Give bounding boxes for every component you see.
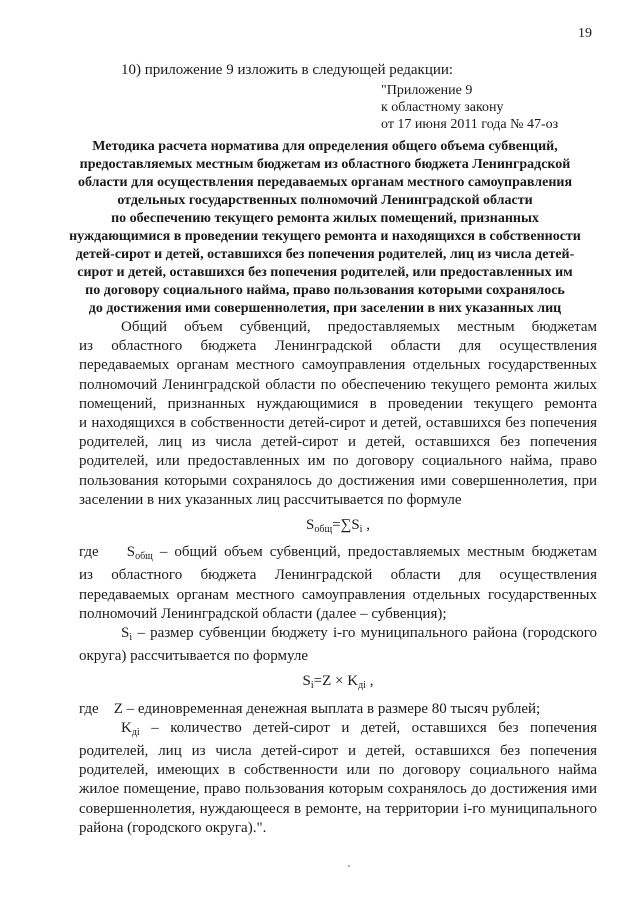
definition-subscript: дi [131, 726, 140, 738]
formula-symbol: S [306, 517, 315, 534]
paragraph-line: полномочий Ленинградской области по обеспечению текущего ремонта жилых [79, 376, 597, 393]
appendix-ref-line: к областному закону [381, 100, 504, 115]
formula-subscript: i [310, 680, 314, 692]
paragraph-line: пользования которыми сохранялось до достижения ими совершеннолетия, при [79, 472, 597, 489]
formula-subscript: i [359, 524, 363, 536]
paragraph-line: и находящихся в собственности детей-сирот и детей, оставшихся без попечения [79, 415, 597, 432]
definition-symbol: K [121, 719, 132, 736]
definition-subscript: общ [135, 551, 153, 563]
amendment-intro: 10) приложение 9 изложить в следующей редакции: [121, 62, 454, 78]
appendix-ref-line: "Приложение 9 [381, 83, 473, 98]
title-line: предоставляемых местным бюджетам из областного бюджета Ленинградской [79, 157, 571, 172]
paragraph-total-subvention [79, 318, 597, 510]
title-line: по обеспечению текущего ремонта жилых помещений, признанных [111, 211, 539, 226]
appendix-reference [381, 82, 558, 133]
scan-speck [348, 865, 350, 867]
definition-text: – количество детей-сирот и детей, оставшихся без попечения [139, 719, 597, 736]
where-label: где [79, 700, 99, 717]
formula-subscript: общ [314, 524, 333, 536]
formula-symbol: S [302, 673, 311, 690]
title-line: детей-сирот и детей, оставшихся без попечения родителей, лиц из числа детей- [75, 247, 575, 262]
definition-symbol: S [126, 544, 136, 561]
definition-symbol: S [121, 625, 130, 642]
definition-text: – размер субвенции бюджету i-го муниципального района (городского [132, 625, 597, 642]
paragraph-line: родителей, или предоставленных им по договору социального найма, право [79, 453, 597, 470]
definition-k [79, 719, 597, 838]
formula-expression: =Z × K [313, 673, 359, 690]
definition-z [79, 700, 597, 719]
definition-text: – общий объем субвенций, предоставляемых местным бюджетам [152, 544, 598, 561]
title-line: по договору социального найма, право пользования которыми сохранялось [85, 283, 565, 298]
paragraph-line: Общий объем субвенций, предоставляемых местным бюджетам [121, 319, 597, 335]
definition-text: Z – единовременная денежная выплата в размере 80 тысяч рублей; [113, 700, 541, 717]
definition-line: передаваемых органам местного самоуправления отдельных государственных [79, 586, 597, 603]
definition-line: округа) рассчитывается по формуле [79, 648, 309, 665]
formula-si [79, 672, 597, 695]
definition-line: полномочий Ленинградской области (далее – субвенция); [79, 605, 447, 622]
document-body [79, 318, 597, 838]
definition-s-total [79, 543, 597, 624]
formula-total [79, 516, 597, 539]
formula-operator: =∑ [332, 517, 352, 534]
paragraph-line: помещений, признанных нуждающимися в проведении текущего ремонта [79, 395, 597, 412]
title-line: Методика расчета норматива для определения общего объема субвенций, [92, 139, 558, 154]
definition-line: родителей, лиц из числа детей-сирот и детей, оставшихся без попечения [79, 743, 597, 760]
paragraph-line: передаваемых органам местного самоуправления отдельных государственных [79, 357, 597, 374]
definition-subscript: i [129, 632, 133, 644]
title-line: до достижения ими совершеннолетия, при заселении в них указанных лиц [88, 301, 562, 316]
definition-line: совершеннолетия, нуждающееся в ремонте, на территории i-го муниципального [79, 800, 597, 817]
title-line: сирот и детей, оставшихся без попечения родителей, или предоставленных им [77, 265, 573, 280]
formula-symbol: S [351, 517, 360, 534]
definition-line [79, 700, 597, 719]
formula-tail: , [365, 673, 374, 690]
formula-subscript: дi [358, 680, 366, 692]
definition-line [79, 543, 597, 566]
definition-line [79, 624, 597, 647]
paragraph-line: заселении в них указанных лиц рассчитывается по формуле [79, 491, 462, 508]
paragraph-line: из областного бюджета Ленинградской области для осуществления [79, 338, 597, 355]
appendix-ref-line: от 17 июня 2011 года № 47-оз [381, 117, 559, 132]
definition-line: района (городского округа).". [79, 819, 267, 836]
title-line: нуждающимися в проведении текущего ремонта и находящихся в собственности [69, 229, 581, 244]
title-line: области для осуществления передаваемых органам местного самоуправления [77, 175, 573, 190]
title-line: отдельных государственных полномочий Ленинградской области [117, 193, 533, 208]
definition-line: родителей, имеющих в собственности или по договору социального найма [79, 762, 597, 779]
definition-s-i [79, 624, 597, 666]
formula-tail: , [362, 517, 370, 534]
document-title [55, 138, 595, 318]
paragraph-line: родителей, лиц из числа детей-сирот и детей, оставшихся без попечения [79, 434, 597, 451]
definition-line: из областного бюджета Ленинградской области для осуществления [79, 567, 597, 584]
where-label: где [79, 544, 99, 561]
page-number: 19 [578, 26, 592, 41]
definition-line: жилое помещение, право пользования которым сохранялось до достижения ими [79, 781, 597, 798]
definition-line [79, 719, 597, 742]
